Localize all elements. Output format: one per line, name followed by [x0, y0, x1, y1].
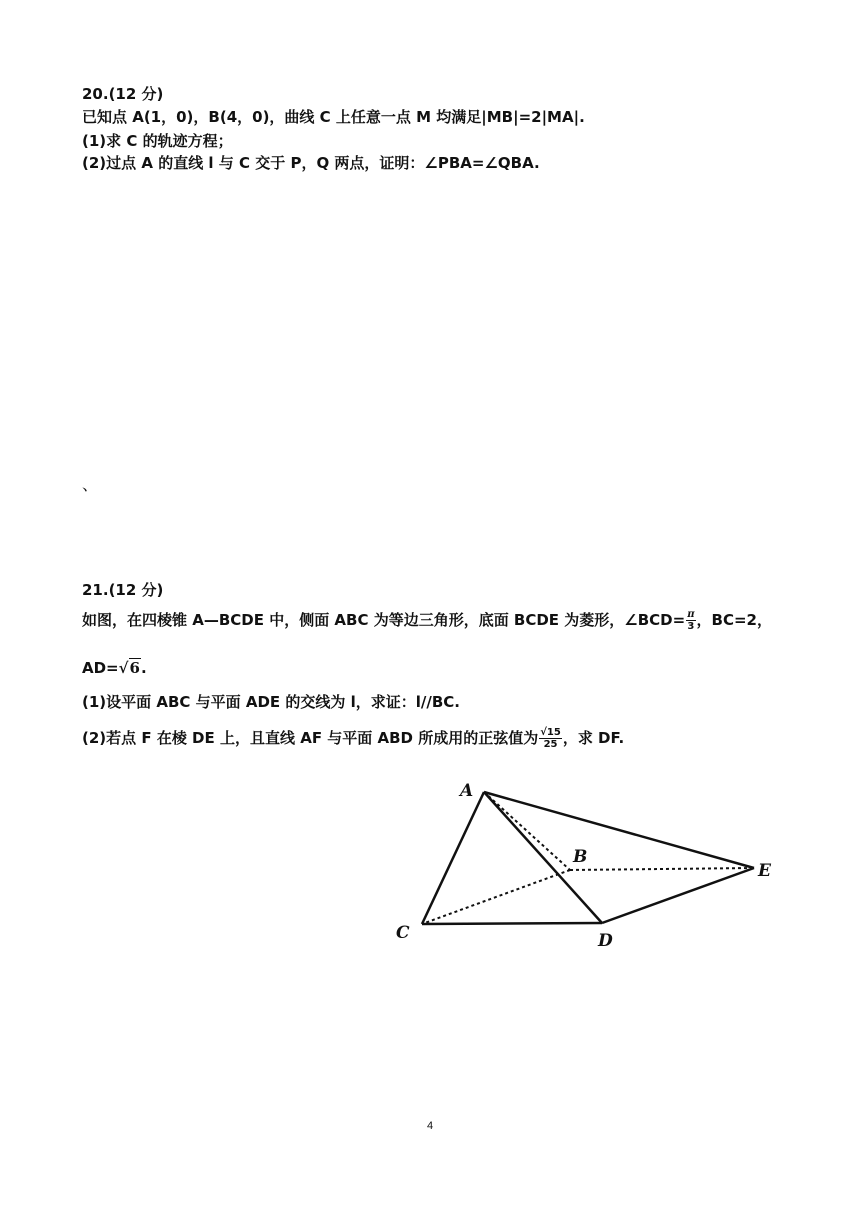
angle-fraction-den: 3 — [687, 621, 695, 632]
stray-mark: 、 — [82, 475, 99, 494]
sine-fraction — [539, 727, 562, 750]
ad-prefix: AD= — [82, 659, 119, 677]
sine-fraction-num: √15 — [540, 727, 561, 738]
label-A: A — [460, 781, 474, 801]
edge-AC — [422, 792, 484, 924]
q21-stem — [82, 609, 772, 632]
edge-BE — [570, 868, 754, 870]
q21-part2 — [82, 727, 624, 750]
sine-fraction-den: 25 — [543, 739, 558, 750]
q21-part2-a: (2)若点 F 在棱 DE 上，且直线 AF 与平面 ABD 所成用的正弦值为 — [82, 729, 539, 747]
label-E: E — [758, 861, 771, 881]
q21-stem-a: 如图，在四棱锥 A—BCDE 中，侧面 ABC 为等边三角形，底面 BCDE 为菱形，∠BCD= — [82, 611, 686, 629]
edge-DE — [602, 868, 754, 923]
label-D: D — [598, 931, 613, 951]
q20-stem: 已知点 A(1，0)，B(4，0)，曲线 C 上任意一点 M 均满足|MB|=2|MA|. — [82, 108, 585, 126]
q20-title: 20.(12 分) — [82, 85, 164, 103]
edge-CD — [422, 923, 602, 924]
q21-ad-line — [82, 658, 147, 678]
angle-fraction-num: π — [687, 609, 695, 620]
q21-part2-b: ，求 DF. — [562, 729, 625, 747]
label-C: C — [396, 923, 410, 943]
page-number: 4 — [426, 1120, 434, 1132]
label-B: B — [573, 847, 588, 867]
pyramid-figure — [390, 770, 790, 960]
q21-title: 21.(12 分) — [82, 581, 164, 599]
angle-fraction — [686, 609, 695, 632]
ad-suffix: . — [140, 659, 147, 677]
ad-radicand: 6 — [129, 659, 140, 677]
q20-part2: (2)过点 A 的直线 l 与 C 交于 P，Q 两点，证明：∠PBA=∠QBA. — [82, 154, 540, 172]
q21-stem-b: ，BC=2， — [696, 611, 772, 629]
q21-part1: (1)设平面 ABC 与平面 ADE 的交线为 l，求证：l//BC. — [82, 693, 460, 711]
ad-sqrt: √6 — [118, 659, 140, 677]
q20-part1: (1)求 C 的轨迹方程； — [82, 132, 233, 150]
